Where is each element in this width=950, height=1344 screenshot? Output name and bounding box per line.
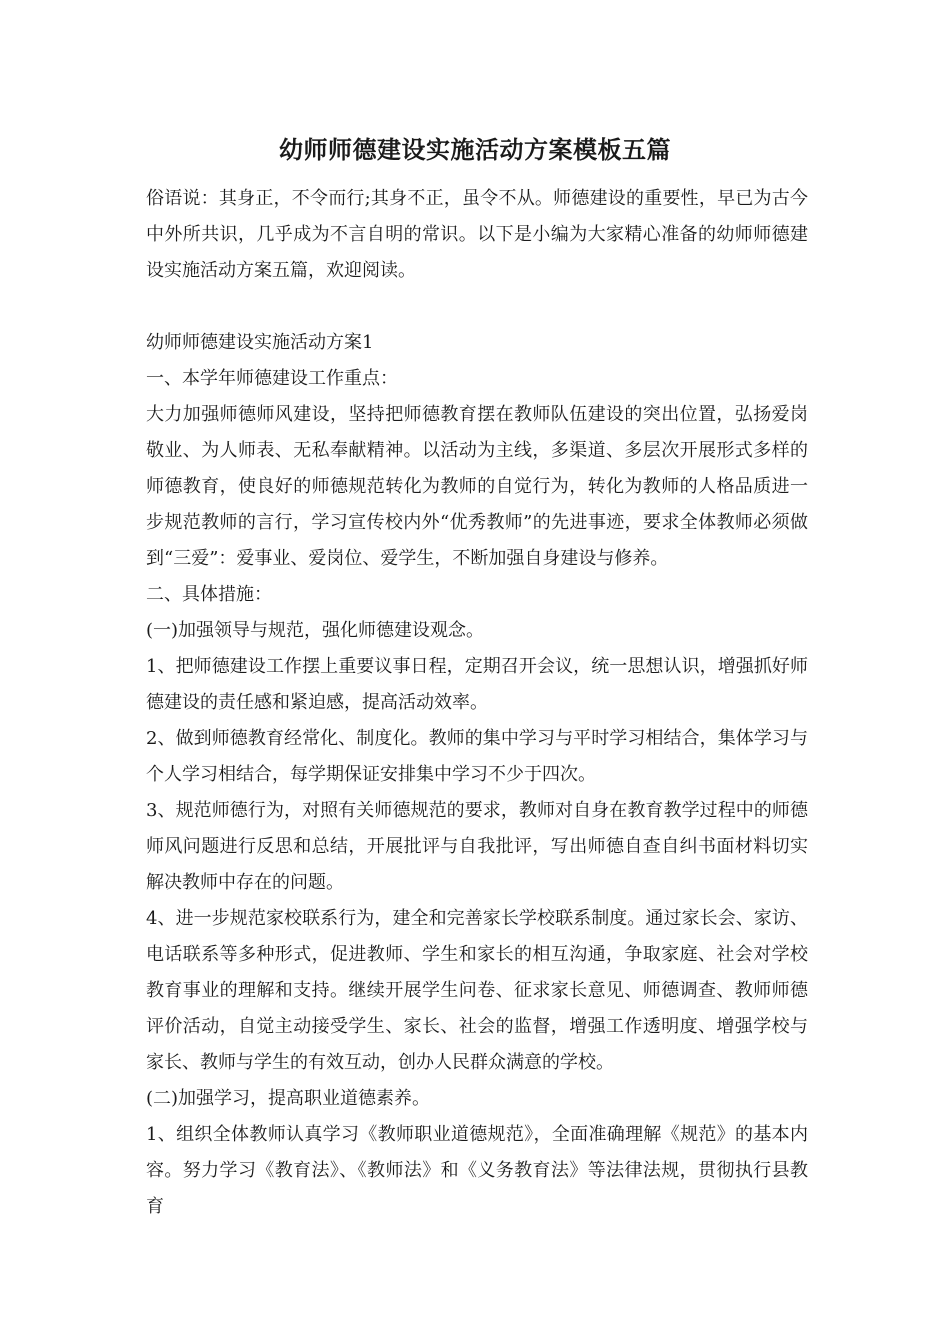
body-paragraph: 大力加强师德师风建设，坚持把师德教育摆在教师队伍建设的突出位置，弘扬爱岗敬业、为人师表、无私奉献精神。以活动为主线，多渠道、多层次开展形式多样的师德教育，使良好的师德规范转化为教师的自觉行为，转化为教师的人格品质进一步规范教师的言行，学习宣传校内外“优秀教师”的先进事迹，要求全体教师必须做到“三爱”：爱事业、爱岗位、爱学生，不断加强自身建设与修养。 [146,404,808,569]
list-item: 4、进一步规范家校联系行为，建全和完善家长学校联系制度。通过家长会、家访、电话联系等多种形式，促进教师、学生和家长的相互沟通，争取家庭、社会对学校教育事业的理解和支持。继续开展学生问卷、征求家长意见、师德调查、教师师德评价活动，自觉主动接受学生、家长、社会的监督，增强工作透明度、增强学校与家长、教师与学生的有效互动，创办人民群众满意的学校。 [146,908,808,1073]
list-item: 3、规范师德行为，对照有关师德规范的要求，教师对自身在教育教学过程中的师德师风问题进行反思和总结，开展批评与自我批评，写出师德自查自纠书面材料切实解决教师中存在的问题。 [146,800,808,893]
list-item: 1、把师德建设工作摆上重要议事日程，定期召开会议，统一思想认识，增强抓好师德建设的责任感和紧迫感，提高活动效率。 [146,656,808,713]
list-heading: (一)加强领导与规范，强化师德建设观念。 [146,620,485,641]
intro-paragraph: 俗语说：其身正，不令而行;其身不正，虽令不从。师德建设的重要性，早已为古今中外所共识，几乎成为不言自明的常识。以下是小编为大家精心准备的幼师师德建设实施活动方案五篇，欢迎阅读。 [146,188,808,281]
document-body [146,181,808,1225]
section-heading: 幼师师德建设实施活动方案1 [146,332,374,353]
list-item: 2、做到师德教育经常化、制度化。教师的集中学习与平时学习相结合，集体学习与个人学习相结合，每学期保证安排集中学习不少于四次。 [146,728,808,785]
paragraph-spacer [146,289,808,325]
subheading-measures: 二、具体措施： [146,584,272,605]
list-heading: (二)加强学习，提高职业道德素养。 [146,1088,431,1109]
list-item: 1、组织全体教师认真学习《教师职业道德规范》，全面准确理解《规范》的基本内容。努力学习《教育法》、《教师法》和《义务教育法》等法律法规，贯彻执行县教育 [146,1124,808,1217]
subheading-focus: 一、本学年师德建设工作重点： [146,368,398,389]
document-title: 幼师师德建设实施活动方案模板五篇 [279,135,671,164]
